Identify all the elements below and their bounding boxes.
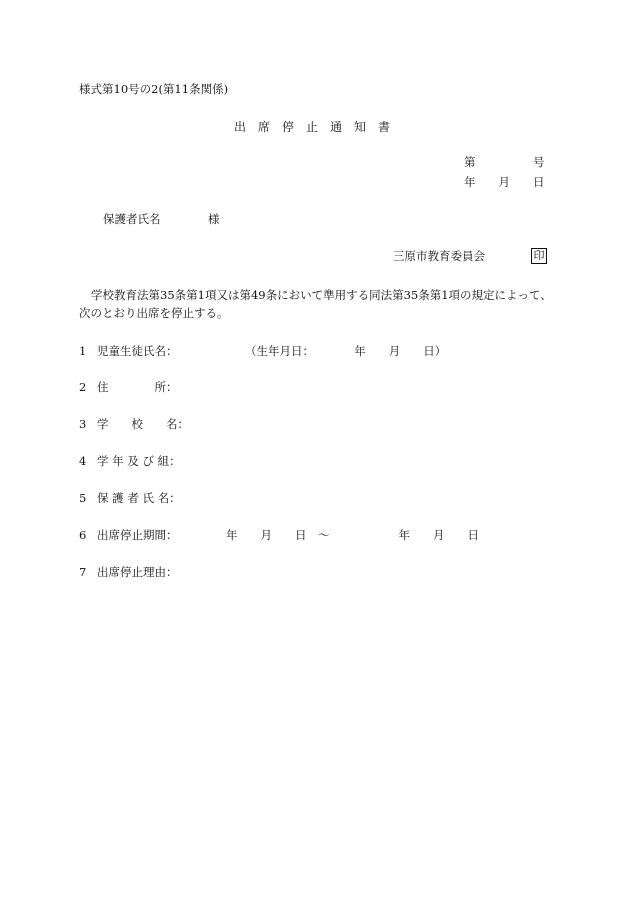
- reference-date: 年 月 日: [464, 175, 545, 189]
- item-label: 保 護 者 氏 名：: [97, 491, 181, 505]
- form-number: 様式第10号の2(第11条関係): [79, 82, 229, 96]
- item-period: 年 月 日 ～ 年 月 日: [226, 528, 479, 542]
- item-number: 4: [79, 454, 87, 468]
- item-number: 2: [79, 380, 87, 394]
- item-label: 学 年 及 び 組：: [97, 454, 181, 468]
- item-number: 1: [79, 344, 87, 358]
- item-birthdate: （生年月日： 年 月 日）: [245, 344, 447, 358]
- reference-number: 第 号: [464, 155, 545, 169]
- issuer-name: 三原市教育委員会: [393, 249, 485, 263]
- item-label: 出席停止期間：: [97, 528, 178, 542]
- body-text-line-2: 次のとおり出席を停止する。: [79, 306, 229, 320]
- body-text-line-1: 学校教育法第35条第1項又は第49条において準用する同法第35条第1項の規定によって、: [91, 288, 552, 302]
- item-label: 出席停止理由：: [97, 565, 178, 579]
- item-number: 7: [79, 565, 87, 579]
- item-number: 6: [79, 528, 87, 542]
- item-number: 5: [79, 491, 87, 505]
- addressee-label: 保護者氏名: [103, 212, 161, 226]
- item-label: 児童生徒氏名：: [97, 344, 178, 358]
- item-number: 3: [79, 417, 87, 431]
- document-title: 出 席 停 止 通 知 書: [234, 120, 391, 134]
- item-label: 学 校 名：: [97, 417, 189, 431]
- item-label: 住 所：: [97, 380, 178, 394]
- addressee-honorific: 様: [208, 212, 220, 226]
- seal-mark: 印: [531, 248, 547, 264]
